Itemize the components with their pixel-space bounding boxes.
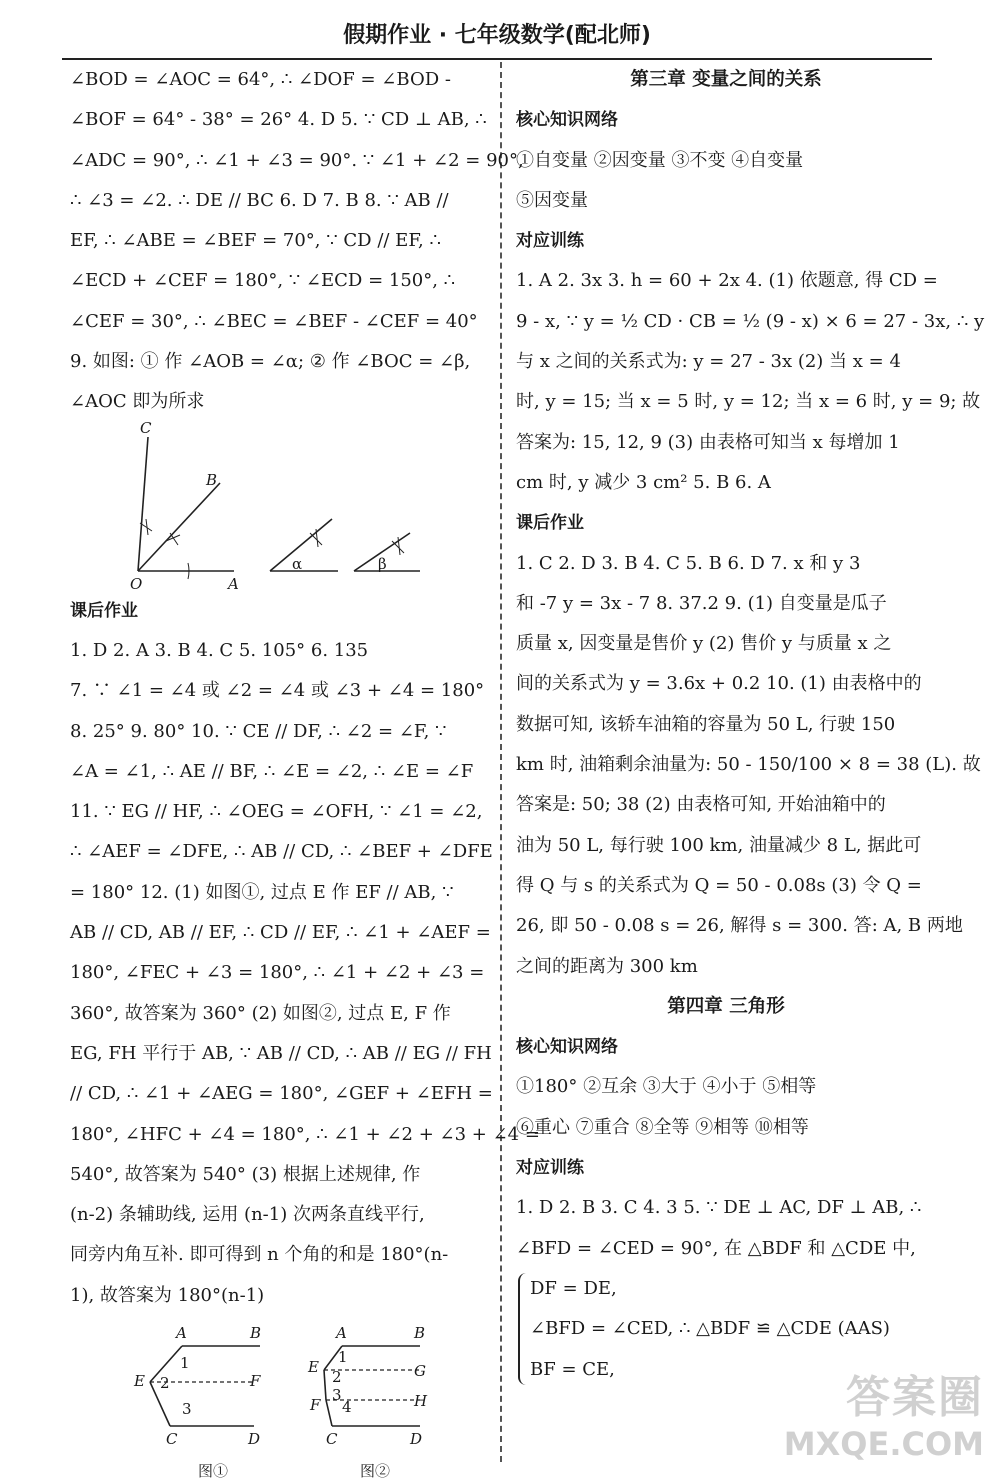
left-line-b-10: 360°, 故答案为 360° (2) 如图②, 过点 E, F 作 bbox=[70, 1002, 451, 1024]
ch4-practice-lines bbox=[516, 1188, 936, 1269]
label-C: C bbox=[140, 418, 152, 437]
left-line-b-16: 同旁内角互补. 即可得到 n 个角的和是 180°(n- bbox=[70, 1244, 449, 1266]
ch3-homework-line-5: 数据可知, 该轿车油箱的容量为 50 L, 行驶 150 bbox=[516, 713, 896, 735]
fig1-C: C bbox=[166, 1430, 178, 1449]
ch3-homework-line-10: 26, 即 50 - 0.08 s = 26, 解得 s = 300. 答: A, B 两地 bbox=[516, 915, 963, 937]
parallel-lines-figures bbox=[70, 1316, 494, 1480]
left-line-b-6: ∴ ∠AEF = ∠DFE, ∴ AB // CD, ∴ ∠BEF + ∠DFE bbox=[70, 841, 493, 863]
page-header: 假期作业 · 七年级数学(配北师) bbox=[62, 18, 932, 60]
left-line-b-17: 1), 故答案为 180°(n-1) bbox=[70, 1284, 265, 1306]
ch3-homework-line-9: 得 Q 与 s 的关系式为 Q = 50 - 0.08s (3) 令 Q = bbox=[516, 874, 922, 896]
svg-text:1: 1 bbox=[180, 1354, 190, 1373]
watermark-text: 答案圈 bbox=[846, 1372, 984, 1423]
svg-text:3: 3 bbox=[182, 1400, 192, 1419]
chapter-4-title: 第四章 三角形 bbox=[667, 995, 785, 1017]
label-O: O bbox=[130, 574, 143, 593]
label-A: A bbox=[228, 574, 239, 593]
system-line-2: ∠BFD = ∠CED, ∴ △BDF ≌ △CDE (AAS) bbox=[530, 1318, 890, 1340]
chapter-3-title: 第三章 变量之间的关系 bbox=[630, 69, 822, 90]
column-divider bbox=[500, 62, 502, 1462]
fig2-B: B bbox=[414, 1324, 426, 1343]
ch3-core-line-1: ①自变量 ②因变量 ③不变 ④自变量 bbox=[516, 149, 804, 171]
left-line-a-7: ∠CEF = 30°, ∴ ∠BEC = ∠BEF - ∠CEF = 40° bbox=[70, 310, 478, 332]
ch3-practice-line-5: 答案为: 15, 12, 9 (3) 由表格可知当 x 每增加 1 bbox=[516, 431, 900, 453]
left-line-a-5: EF, ∴ ∠ABE = ∠BEF = 70°, ∵ CD // EF, ∴ bbox=[70, 230, 441, 252]
left-line-b-8: AB // CD, AB // EF, ∴ CD // EF, ∴ ∠1 + ∠AEF = bbox=[70, 922, 491, 944]
fig2-A: A bbox=[336, 1324, 347, 1343]
left-line-a-9: ∠AOC 即为所求 bbox=[70, 391, 205, 413]
label-beta: β bbox=[378, 554, 387, 573]
ch3-homework-line-1: 1. C 2. D 3. B 4. C 5. B 6. D 7. x 和 y 3 bbox=[516, 552, 861, 574]
svg-text:2: 2 bbox=[160, 1374, 170, 1393]
ch3-core-heading: 核心知识网络 bbox=[516, 110, 618, 131]
fig-caption-1: 图① bbox=[198, 1462, 229, 1480]
ch3-practice-heading: 对应训练 bbox=[516, 231, 584, 252]
ch4-practice-heading: 对应训练 bbox=[516, 1158, 584, 1179]
left-line-b-15: (n-2) 条辅助线, 运用 (n-1) 次两条直线平行, bbox=[70, 1204, 425, 1226]
fig1-F: F bbox=[250, 1372, 261, 1391]
construction-figure bbox=[70, 418, 494, 593]
ch3-practice-line-3: 与 x 之间的关系式为: y = 27 - 3x (2) 当 x = 4 bbox=[516, 351, 901, 373]
svg-text:3: 3 bbox=[332, 1386, 342, 1405]
left-line-a-1: ∠BOD = ∠AOC = 64°, ∴ ∠DOF = ∠BOD - bbox=[70, 69, 451, 90]
left-line-b-7: = 180° 12. (1) 如图①, 过点 E 作 EF // AB, ∵ bbox=[70, 881, 454, 903]
fig2-H: H bbox=[414, 1392, 428, 1411]
fig2-D: D bbox=[410, 1430, 423, 1449]
left-line-b-9: 180°, ∠FEC + ∠3 = 180°, ∴ ∠1 + ∠2 + ∠3 = bbox=[70, 962, 485, 984]
watermark-url: MXQE.COM bbox=[783, 1425, 984, 1463]
fig-caption-2: 图② bbox=[360, 1462, 391, 1480]
fig1-E: E bbox=[134, 1372, 145, 1391]
left-line-a-8: 9. 如图: ① 作 ∠AOB = ∠α; ② 作 ∠BOC = ∠β, bbox=[70, 351, 471, 373]
ch3-homework-lines bbox=[516, 544, 981, 987]
ch4-practice-line-2: ∠BFD = ∠CED = 90°, 在 △BDF 和 △CDE 中, bbox=[516, 1237, 916, 1259]
fig2-E: E bbox=[308, 1358, 319, 1377]
left-lines-b bbox=[70, 631, 540, 1316]
right-column bbox=[516, 60, 985, 1390]
ch3-practice-lines bbox=[516, 261, 985, 503]
ch3-practice-line-4: 时, y = 15; 当 x = 5 时, y = 12; 当 x = 6 时, y = 9; 故 bbox=[516, 391, 981, 413]
left-line-b-13: 180°, ∠HFC + ∠4 = 180°, ∴ ∠1 + ∠2 + ∠3 + ∠4 = bbox=[70, 1123, 540, 1145]
fig1-B: B bbox=[250, 1324, 262, 1343]
ch3-homework-line-11: 之间的距离为 300 km bbox=[516, 955, 698, 977]
left-column bbox=[70, 60, 540, 1480]
left-line-b-12: // CD, ∴ ∠1 + ∠AEG = 180°, ∠GEF + ∠EFH = bbox=[70, 1083, 493, 1105]
fig1-A: A bbox=[176, 1324, 187, 1343]
left-line-b-5: 11. ∵ EG // HF, ∴ ∠OEG = ∠OFH, ∵ ∠1 = ∠2, bbox=[70, 801, 483, 823]
fig2-C: C bbox=[326, 1430, 338, 1449]
ch3-homework-line-2: 和 -7 y = 3x - 7 8. 37.2 9. (1) 自变量是瓜子 bbox=[516, 592, 887, 614]
left-line-b-14: 540°, 故答案为 540° (3) 根据上述规律, 作 bbox=[70, 1163, 421, 1185]
system-line-3: BF = CE, bbox=[530, 1358, 615, 1380]
ch4-practice-line-1: 1. D 2. B 3. C 4. 3 5. ∵ DE ⊥ AC, DF ⊥ AB, ∴ bbox=[516, 1197, 922, 1219]
left-line-b-11: EG, FH 平行于 AB, ∵ AB // CD, ∴ AB // EG // FH bbox=[70, 1042, 492, 1064]
ch3-homework-line-7: 答案是: 50; 38 (2) 由表格可知, 开始油箱中的 bbox=[516, 794, 886, 816]
ch3-practice-line-6: cm 时, y 减少 3 cm² 5. B 6. A bbox=[516, 471, 771, 493]
fig1-D: D bbox=[248, 1430, 261, 1449]
ch3-homework-heading: 课后作业 bbox=[516, 513, 584, 534]
ch3-homework-line-3: 质量 x, 因变量是售价 y (2) 售价 y 与质量 x 之 bbox=[516, 633, 892, 655]
left-line-b-4: ∠A = ∠1, ∴ AE // BF, ∴ ∠E = ∠2, ∴ ∠E = ∠F bbox=[70, 760, 474, 782]
ch3-core-line-2: ⑤因变量 bbox=[516, 189, 588, 211]
label-alpha: α bbox=[292, 554, 303, 573]
left-line-a-6: ∠ECD + ∠CEF = 180°, ∵ ∠ECD = 150°, ∴ bbox=[70, 270, 456, 292]
left-line-a-3: ∠ADC = 90°, ∴ ∠1 + ∠3 = 90°. ∵ ∠1 + ∠2 = 90°, bbox=[70, 149, 524, 171]
svg-text:1: 1 bbox=[338, 1348, 348, 1367]
fig2-G: G bbox=[414, 1362, 426, 1381]
fig2-F: F bbox=[310, 1396, 321, 1415]
svg-text:2: 2 bbox=[332, 1368, 342, 1387]
left-homework-heading: 课后作业 bbox=[70, 600, 138, 621]
brace bbox=[518, 1273, 528, 1385]
left-lines-a bbox=[70, 60, 524, 423]
ch4-core-line-1: ①180° ②互余 ③大于 ④小于 ⑤相等 bbox=[516, 1076, 817, 1098]
left-line-b-1: 1. D 2. A 3. B 4. C 5. 105° 6. 135 bbox=[70, 639, 369, 661]
label-B: B bbox=[206, 470, 218, 489]
ch3-homework-line-8: 油为 50 L, 每行驶 100 km, 油量减少 8 L, 据此可 bbox=[516, 834, 922, 856]
left-line-a-2: ∠BOF = 64° - 38° = 26° 4. D 5. ∵ CD ⊥ AB, ∴ bbox=[70, 109, 487, 131]
ch3-practice-line-1: 1. A 2. 3x 3. h = 60 + 2x 4. (1) 依题意, 得 CD = bbox=[516, 270, 938, 292]
left-line-b-2: 7. ∵ ∠1 = ∠4 或 ∠2 = ∠4 或 ∠3 + ∠4 = 180° bbox=[70, 680, 485, 702]
svg-text:4: 4 bbox=[342, 1398, 352, 1417]
ch4-core-line-2: ⑥重心 ⑦重合 ⑧全等 ⑨相等 ⑩相等 bbox=[516, 1116, 809, 1138]
system-line-1: DF = DE, bbox=[530, 1277, 617, 1299]
ch3-practice-line-2: 9 - x, ∵ y = ½ CD · CB = ½ (9 - x) × 6 = 27 - 3x, ∴ y bbox=[516, 310, 985, 332]
left-line-b-3: 8. 25° 9. 80° 10. ∵ CE // DF, ∴ ∠2 = ∠F, ∵ bbox=[70, 720, 447, 742]
ch3-homework-line-4: 间的关系式为 y = 3.6x + 0.2 10. (1) 由表格中的 bbox=[516, 673, 922, 695]
ch3-homework-line-6: km 时, 油箱剩余油量为: 50 - 150/100 × 8 = 38 (L). 故 bbox=[516, 754, 981, 776]
left-line-a-4: ∴ ∠3 = ∠2. ∴ DE // BC 6. D 7. B 8. ∵ AB // bbox=[70, 189, 449, 211]
watermark bbox=[784, 1361, 984, 1463]
ch4-core-heading: 核心知识网络 bbox=[516, 1037, 618, 1058]
